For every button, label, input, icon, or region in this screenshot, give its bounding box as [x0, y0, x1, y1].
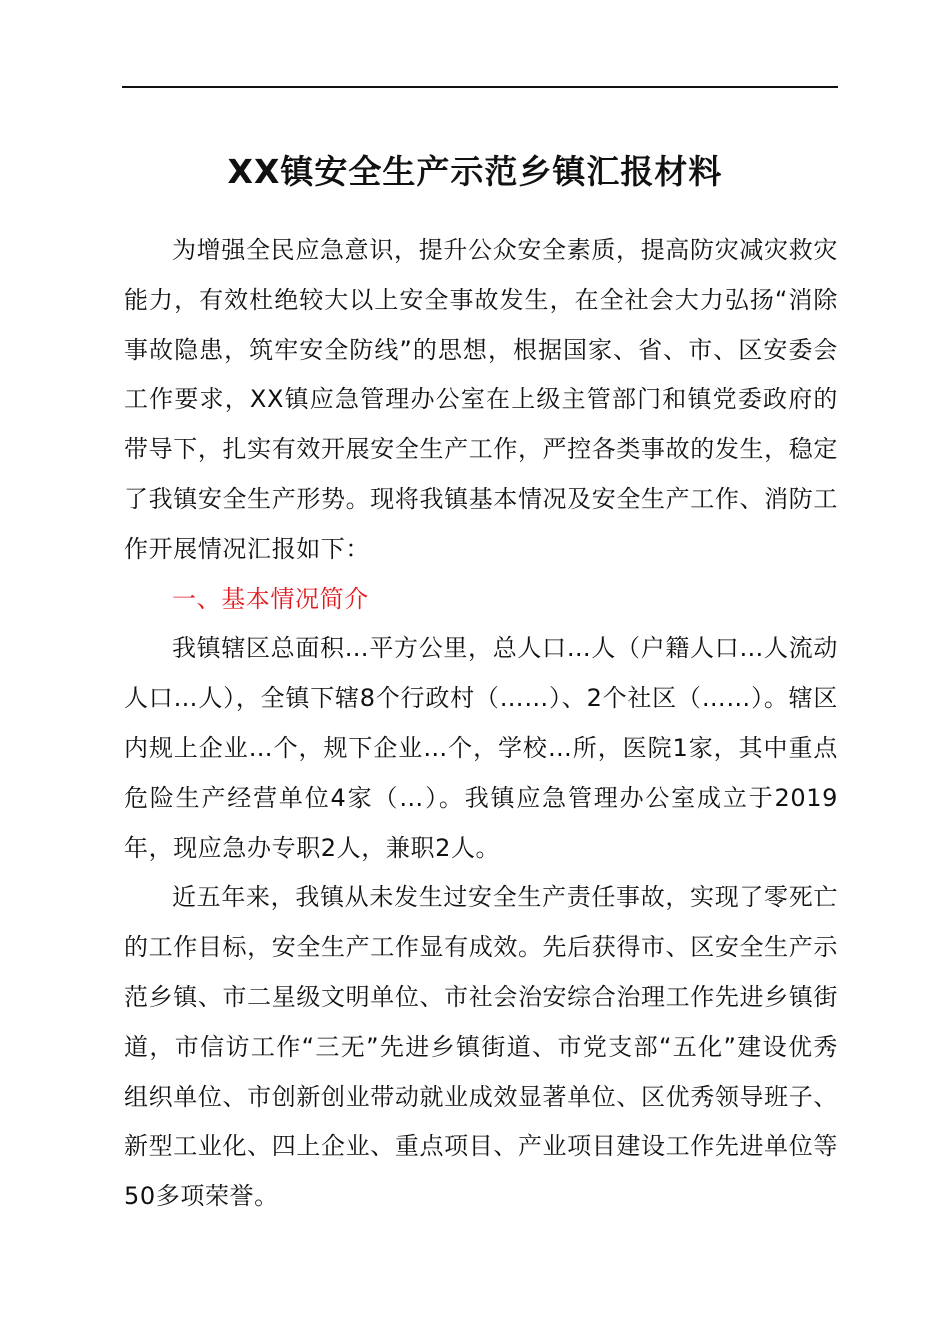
header-rule — [122, 86, 838, 88]
section-heading-basic-info: 一、基本情况简介 — [172, 584, 369, 613]
achievements-paragraph: 近五年来，我镇从未发生过安全生产责任事故，实现了零死亡的工作目标，安全生产工作显有成效。先后获得市、区安全生产示范乡镇、市二星级文明单位、市社会治安综合治理工作先进乡镇街道，市信访工作“三无”先进乡镇街道、市党支部“五化”建设优秀组织单位、市创新创业带动就业成效显著单位、区优秀领导班子、新型工业化、四上企业、重点项目、产业项目建设工作先进单位等50多项荣誉。 — [124, 883, 838, 1211]
intro-paragraph: 为增强全民应急意识，提升公众安全素质，提高防灾减灾救灾能力，有效杜绝较大以上安全事故发生，在全社会大力弘扬“消除事故隐患，筑牢安全防线”的思想，根据国家、省、市、区安委会工作要求，XX镇应急管理办公室在上级主管部门和镇党委政府的带导下，扎实有效开展安全生产工作，严控各类事故的发生，稳定了我镇安全生产形势。现将我镇基本情况及安全生产工作、消防工作开展情况汇报如下： — [124, 236, 838, 563]
document-body — [124, 226, 838, 1222]
document-title: XX镇安全生产示范乡镇汇报材料 — [227, 152, 723, 191]
basic-info-paragraph: 我镇辖区总面积…平方公里，总人口…人（户籍人口…人流动人口…人），全镇下辖8个行政村（……）、2个社区（……）。辖区内规上企业…个，规下企业…个，学校…所，医院1家，其中重点危险生产经营单位4家（…）。我镇应急管理办公室成立于2019年，现应急办专职2人，兼职2人。 — [124, 634, 838, 862]
